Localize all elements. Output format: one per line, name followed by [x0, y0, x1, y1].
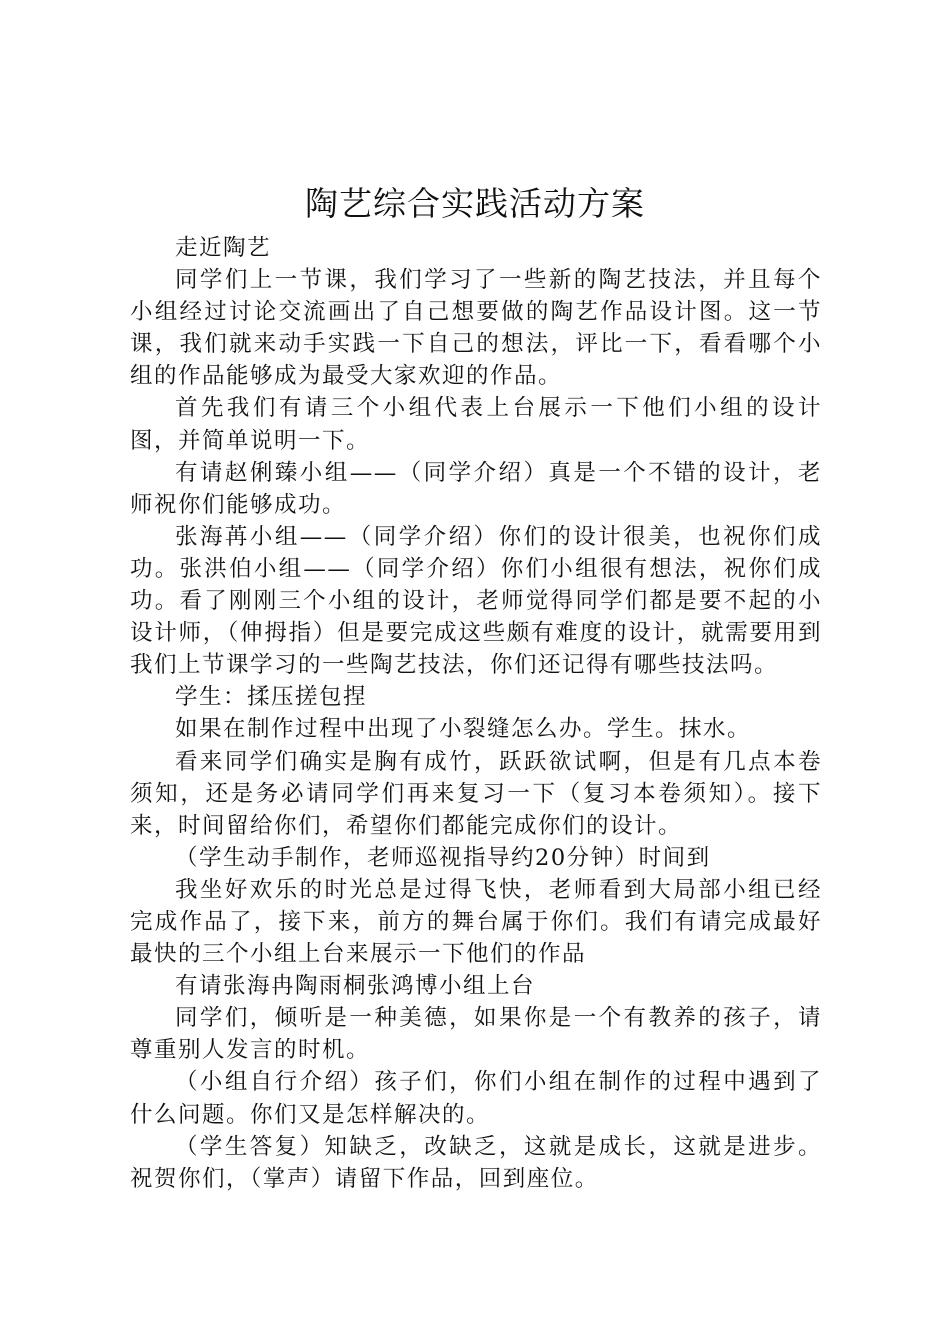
paragraph: 学生：揉压搓包捏 — [175, 684, 368, 711]
paragraph: 走近陶艺 — [175, 235, 272, 261]
paragraph: 有请赵俐臻小组——（同学介绍）真是一个不错的设计，老师祝你们能够成功。 — [130, 459, 822, 518]
page-title: 陶艺综合实践活动方案 — [305, 184, 645, 223]
paragraph: 张海苒小组——（同学介绍）你们的设计很美，也祝你们成功。张洪伯小组——（同学介绍）你们小组很有想法，祝你们成功。看了刚刚三个小组的设计，老师觉得同学们都是要不起的小设计师，（伸拇指）但是要完成这些颇有难度的设计，就需要用到我们上节课学习的一些陶艺技法，你们还记得有哪些技法吗。 — [130, 523, 822, 679]
paragraph: （学生动手制作，老师巡视指导约20分钟）时间到 — [175, 844, 711, 871]
paragraph: 有请张海冉陶雨桐张鸿博小组上台 — [175, 973, 536, 1000]
paragraph: （学生答复）知缺乏，改缺乏，这就是成长，这就是进步。祝贺你们，（掌声）请留下作品，回到座位。 — [130, 1133, 822, 1192]
document-body — [130, 232, 822, 1195]
paragraph: 同学们，倾听是一种美德，如果你是一个有教养的孩子，请尊重别人发言的时机。 — [130, 1005, 822, 1064]
paragraph: （小组自行介绍）孩子们，你们小组在制作的过程中遇到了什么问题。你们又是怎样解决的。 — [130, 1069, 822, 1128]
paragraph: 同学们上一节课，我们学习了一些新的陶艺技法，并且每个小组经过讨论交流画出了自己想要做的陶艺作品设计图。这一节课，我们就来动手实践一下自己的想法，评比一下，看看哪个小组的作品能够成为最受大家欢迎的作品。 — [130, 267, 822, 390]
paragraph: 看来同学们确实是胸有成竹，跃跃欲试啊，但是有几点本卷须知，还是务必请同学们再来复习一下（复习本卷须知）。接下来，时间留给你们，希望你们都能完成你们的设计。 — [130, 748, 822, 839]
paragraph: 首先我们有请三个小组代表上台展示一下他们小组的设计图，并简单说明一下。 — [130, 395, 822, 454]
paragraph: 如果在制作过程中出现了小裂缝怎么办。学生。抹水。 — [175, 716, 752, 743]
paragraph: 我坐好欢乐的时光总是过得飞快，老师看到大局部小组已经完成作品了，接下来，前方的舞台属于你们。我们有请完成最好最快的三个小组上台来展示一下他们的作品 — [130, 876, 822, 968]
